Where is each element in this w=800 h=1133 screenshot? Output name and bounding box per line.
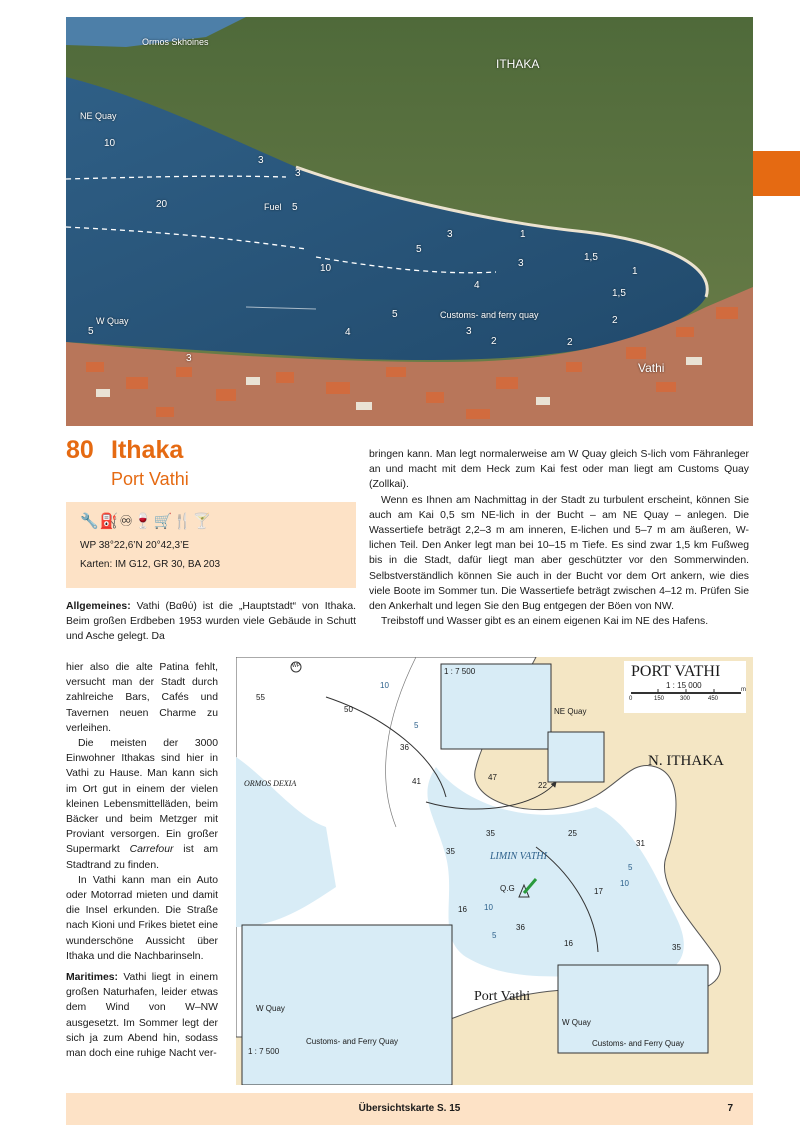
supermarket-name: Carrefour: [129, 844, 174, 856]
chapter-subtitle: Port Vathi: [111, 469, 189, 489]
photo-label-island: ITHAKA: [496, 57, 540, 71]
photo-depth: 5: [416, 244, 422, 255]
light-label: Q.G: [500, 884, 515, 893]
scale-tick: 0: [629, 696, 633, 702]
chart-depth: 25: [568, 829, 577, 838]
chart-depth: 16: [564, 939, 573, 948]
photo-depth: 4: [345, 327, 351, 338]
chart-depth: 22: [538, 781, 547, 790]
text-left-column: [66, 660, 218, 1061]
photo-depth: 1: [632, 266, 638, 277]
scale-tick: 150: [654, 696, 665, 702]
general-text-cont: hier also die alte Patina fehlt, versucht man der Stadt durch zahlreiche Bars, Cafés und Tavernen neuen Charme zu verleihen.: [66, 662, 218, 734]
residents-text-end: ist am Stadtrand zu finden.: [66, 844, 218, 871]
chart-depth: 41: [412, 777, 421, 786]
harbour-chart: [236, 657, 753, 1085]
inset-left-scale: 1 : 7 500: [248, 1047, 280, 1056]
residents-text: Die meisten der 3000 Einwohner Ithakas sind hier in Vathi zu Hause. Man kann sich im Ort gut in einem der vielen kleinen Lebensmittelläden, beim Bäcker und beim Metzger mit Proviant versorgen. Ein großer Supermarkt: [66, 738, 218, 856]
scale-tick: 450: [708, 696, 719, 702]
general-text: Vathi (Βαθύ) ist die „Hauptstadt“ von Ithaka. Beim großen Erdbeben 1953 wurden viele Gebäude in Schutt und Asche gelegt. Da: [66, 601, 356, 643]
photo-depth: 5: [292, 202, 298, 213]
chart-depth: 5: [628, 863, 633, 872]
chart-depth: 10: [620, 879, 629, 888]
photo-depth: 1,5: [584, 252, 598, 263]
chapter-tab: [753, 151, 800, 196]
chart-depth: 10: [484, 903, 493, 912]
photo-label-w-quay: W Quay: [96, 316, 129, 326]
ormos-label: ORMOS DEXIA: [244, 779, 297, 788]
photo-depth: 1: [520, 229, 526, 240]
photo-label-fuel: Fuel: [264, 202, 282, 212]
photo-depth: 2: [567, 337, 573, 348]
photo-depth: 10: [104, 138, 116, 149]
chart-depth: 35: [486, 829, 495, 838]
overview-map-reference: Übersichtskarte S. 15: [358, 1103, 461, 1114]
photo-depth: 20: [156, 199, 168, 210]
chart-depth: 35: [672, 943, 681, 952]
text-general-intro: [66, 599, 356, 645]
ne-quay-label: NE Quay: [554, 707, 587, 716]
island-name: N. ITHAKA: [648, 753, 724, 769]
chart-depth: 36: [516, 923, 525, 932]
w-quay-label-inset: W Quay: [562, 1018, 591, 1027]
photo-depth: 2: [491, 336, 497, 347]
port-label: Port Vathi: [474, 989, 531, 1004]
ne-quay-text: Wenn es Ihnen am Nachmittag in der Stadt zu turbulent erscheint, können Sie auch am Kai 0,5 sm NE-lich in der Bucht – am NE Quay – anlegen. Die Wassertiefe beträgt 2,2–3 m am inneren, E-lichen und 5–7 m am äußeren, W-lichen Teil. Den Anker legt man bei 10–15 m Tiefe. Es sind zwar 1,5 km Fußweg bis in die Stadt, dafür liegt man aber geschützter vor den Sommerwinden. Selbstverständlich können Sie auch in der Bucht vor dem Ort ankern, wie dies viele Boote im Sommer tun. Die Wassertiefe beträgt zwischen 4–12 m. Prüfen Sie den Ankerhalt und legen Sie den Bug entgegen der Böen von NW.: [369, 494, 749, 613]
chart-depth: 17: [594, 887, 603, 896]
photo-label-customs: Customs- and ferry quay: [440, 310, 539, 320]
customs-quay-label-inset: Customs- and Ferry Quay: [592, 1039, 685, 1048]
facility-icons: 🔧⛽♾🍷🛒🍴🍸: [80, 513, 213, 530]
photo-depth: 3: [295, 168, 301, 179]
chart-depth: 16: [458, 905, 467, 914]
info-box: [66, 502, 356, 588]
customs-quay-label: Customs- and Ferry Quay: [306, 1037, 399, 1046]
chart-depth: 47: [488, 773, 497, 782]
harbour-aerial-photo: [66, 17, 753, 426]
photo-depth: 3: [466, 326, 472, 337]
photo-depth: 3: [518, 258, 524, 269]
photo-depth: 5: [88, 326, 94, 337]
chart-depth: 31: [636, 839, 645, 848]
photo-depth: 3: [186, 353, 192, 364]
page-number: 7: [727, 1103, 733, 1114]
photo-depth: 10: [320, 263, 332, 274]
chart-scale: 1 : 15 000: [666, 681, 702, 690]
chart-depth: 36: [400, 743, 409, 752]
photo-label-ormos: Ormos Skhoines: [142, 37, 209, 47]
chart-depth: 5: [414, 721, 419, 730]
scale-tick: 300: [680, 696, 691, 702]
photo-label-ne-quay: NE Quay: [80, 111, 117, 121]
page-footer: [66, 1093, 753, 1125]
limin-label: LIMIN VATHI: [490, 851, 547, 862]
chart-depth: 50: [344, 705, 353, 714]
chapter-title: Ithaka: [111, 436, 184, 464]
fuel-text: Treibstoff und Wasser gibt es an einem eigenen Kai im NE des Hafens.: [381, 616, 709, 628]
chart-depth: 5: [492, 931, 497, 940]
photo-depth: 3: [447, 229, 453, 240]
mooring-text: bringen kann. Man legt normalerweise am W Quay gleich S-lich vom Fähranleger an und macht mit dem Heck zum Kai fest oder man liegt am Customs Quay (Zollkai).: [369, 449, 749, 491]
car-rental-text: In Vathi kann man ein Auto oder Motorrad mieten und damit die Insel erkunden. Die Straße nach Kioni und Frikes bietet eine wunderschöne Aussicht über Ithaka und die Nachbarinseln.: [66, 874, 218, 962]
chart-depth: 55: [256, 693, 265, 702]
inset-top-scale: 1 : 7 500: [444, 667, 476, 676]
harbour-chart-drawing: [236, 657, 753, 1085]
text-right-column: [369, 447, 749, 629]
photo-label-vathi: Vathi: [638, 361, 665, 375]
waypoint-marker: WP: [292, 663, 301, 669]
maritime-label: Maritimes:: [66, 972, 118, 984]
chart-depth: 10: [380, 681, 389, 690]
w-quay-label: W Quay: [256, 1004, 285, 1013]
chapter-number: 80: [66, 436, 94, 464]
chart-depth: 35: [446, 847, 455, 856]
photo-depth: 1,5: [612, 288, 626, 299]
photo-depth: 3: [258, 155, 264, 166]
photo-depth: 5: [392, 309, 398, 320]
photo-depth: 2: [612, 315, 618, 326]
scale-unit: m: [741, 687, 746, 693]
chart-title: PORT VATHI: [631, 663, 721, 680]
charts-reference: Karten: IM G12, GR 30, BA 203: [80, 559, 221, 570]
photo-depth: 4: [474, 280, 480, 291]
maritime-text: Vathi liegt in einem großen Naturhafen, leider etwas dem Wind von W–NW ausgesetzt. Im Sommer legt der sich ja zum Abend hin, sodass man doch eine ruhige Nacht ver-: [66, 972, 218, 1060]
general-label: Allgemeines:: [66, 601, 131, 612]
waypoint: WP 38°22,6’N 20°42,3’E: [80, 540, 189, 551]
